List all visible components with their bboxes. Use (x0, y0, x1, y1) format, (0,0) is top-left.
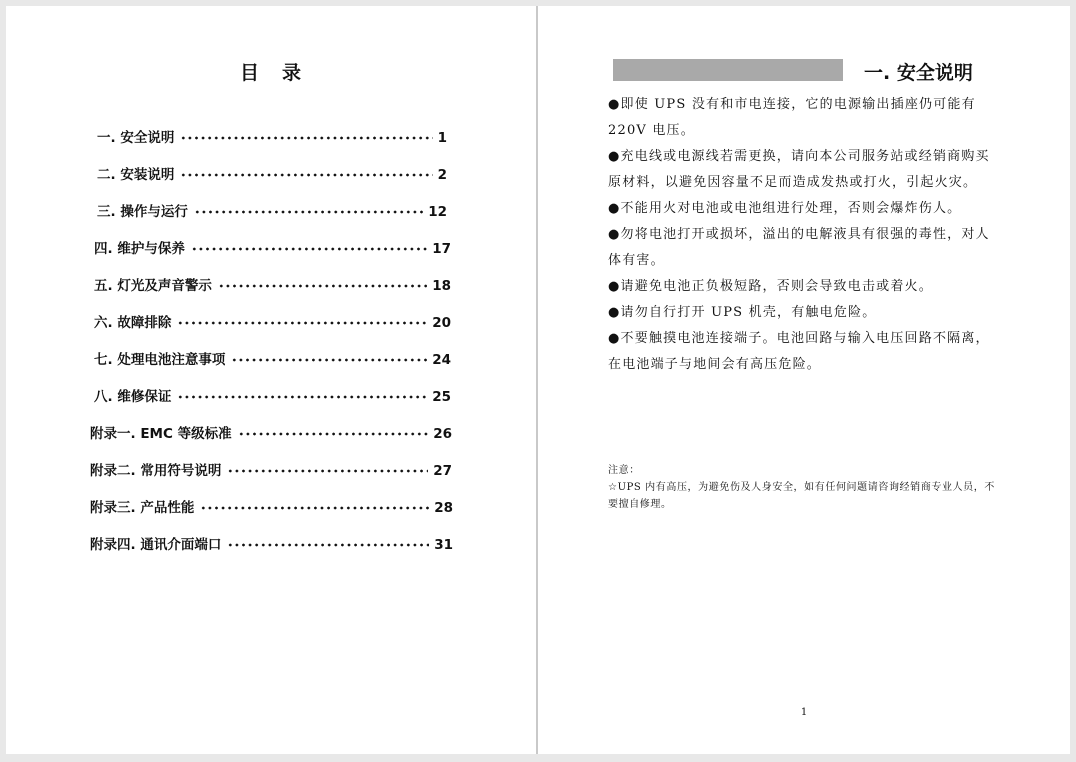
toc-dot-leader (227, 469, 428, 473)
toc-entry-label: 二. 安装说明 (97, 167, 175, 183)
toc-entry-label: 一. 安全说明 (97, 130, 175, 146)
left-page (6, 6, 537, 754)
toc-dot-leader (177, 395, 427, 399)
toc-entry-label: 八. 维修保证 (94, 389, 172, 405)
toc-entry[interactable] (97, 128, 447, 148)
toc-entry-page: 12 (428, 204, 447, 220)
note-label: 注意： (608, 465, 640, 476)
toc-dot-leader (200, 506, 429, 510)
toc-entry[interactable] (94, 276, 451, 296)
toc-entry-page: 20 (432, 315, 451, 331)
toc-dot-leader (180, 136, 432, 140)
safety-paragraph: ●不能用火对电池或电池组进行处理，否则会爆炸伤人。 (608, 201, 962, 216)
toc-dot-leader (218, 284, 427, 288)
toc-entry-page: 24 (432, 352, 451, 368)
toc-entry-page: 25 (432, 389, 451, 405)
safety-paragraph: ●请避免电池正负极短路，否则会导致电击或着火。 (608, 279, 933, 294)
toc-dot-leader (177, 321, 427, 325)
toc-entry-label: 附录四. 通讯介面端口 (90, 537, 222, 553)
toc-entry-label: 六. 故障排除 (94, 315, 172, 331)
toc-entry[interactable] (97, 165, 447, 185)
toc-entry[interactable] (94, 350, 451, 370)
safety-paragraph: ●勿将电池打开或损坏，溢出的电解液具有很强的毒性，对人体有害。 (608, 227, 990, 268)
toc-entry-page: 18 (432, 278, 451, 294)
note-text: ☆UPS 内有高压，为避免伤及人身安全，如有任何问题请咨询经销商专业人员，不要擅自修理。 (608, 482, 995, 510)
toc-entry-label: 附录一. EMC 等级标准 (90, 426, 232, 442)
toc-entry[interactable] (94, 313, 451, 333)
safety-paragraph: ●请勿自行打开 UPS 机壳，有触电危险。 (608, 305, 877, 320)
safety-instructions (608, 92, 1000, 378)
toc-title: 目 录 (239, 62, 303, 84)
toc-dot-leader (238, 432, 429, 436)
toc-entry[interactable] (90, 461, 452, 481)
toc-entry[interactable] (94, 239, 451, 259)
safety-paragraph: ●即使 UPS 没有和市电连接，它的电源输出插座仍可能有220V 电压。 (608, 97, 976, 138)
toc-entry[interactable] (94, 387, 451, 407)
toc-entry[interactable] (97, 202, 447, 222)
toc-entry-label: 附录三. 产品性能 (90, 500, 195, 516)
toc-dot-leader (231, 358, 427, 362)
toc-entry[interactable] (90, 535, 453, 555)
toc-entry-page: 27 (433, 463, 452, 479)
toc-entry-page: 17 (432, 241, 451, 257)
toc-entry-page: 26 (433, 426, 452, 442)
right-page (538, 6, 1070, 754)
toc-entry-label: 四. 维护与保养 (94, 241, 185, 257)
toc-entry-label: 五. 灯光及声音警示 (94, 278, 212, 294)
toc-entry-label: 附录二. 常用符号说明 (90, 463, 222, 479)
toc-entry-page: 2 (437, 167, 447, 183)
toc-entry-page: 28 (434, 500, 453, 516)
toc-dot-leader (191, 247, 427, 251)
page-number: 1 (800, 707, 808, 718)
toc-entry-page: 1 (437, 130, 447, 146)
toc-entry[interactable] (90, 424, 452, 444)
toc-entry-label: 三. 操作与运行 (97, 204, 188, 220)
safety-paragraph: ●充电线或电源线若需更换，请向本公司服务站或经销商购买原材料，以避免因容量不足而造成发热或打火，引起火灾。 (608, 149, 990, 190)
section-title: 一. 安全说明 (864, 62, 973, 84)
toc-entry[interactable] (90, 498, 453, 518)
toc-dot-leader (194, 210, 423, 214)
section-header-bar (613, 59, 843, 81)
toc-entry-page: 31 (434, 537, 453, 553)
safety-paragraph: ●不要触摸电池连接端子。电池回路与输入电压回路不隔离，在电池端子与地间会有高压危险。 (608, 331, 990, 372)
toc-dot-leader (227, 543, 429, 547)
warning-note (608, 462, 1000, 513)
toc-dot-leader (180, 173, 432, 177)
toc-entry-label: 七. 处理电池注意事项 (94, 352, 226, 368)
